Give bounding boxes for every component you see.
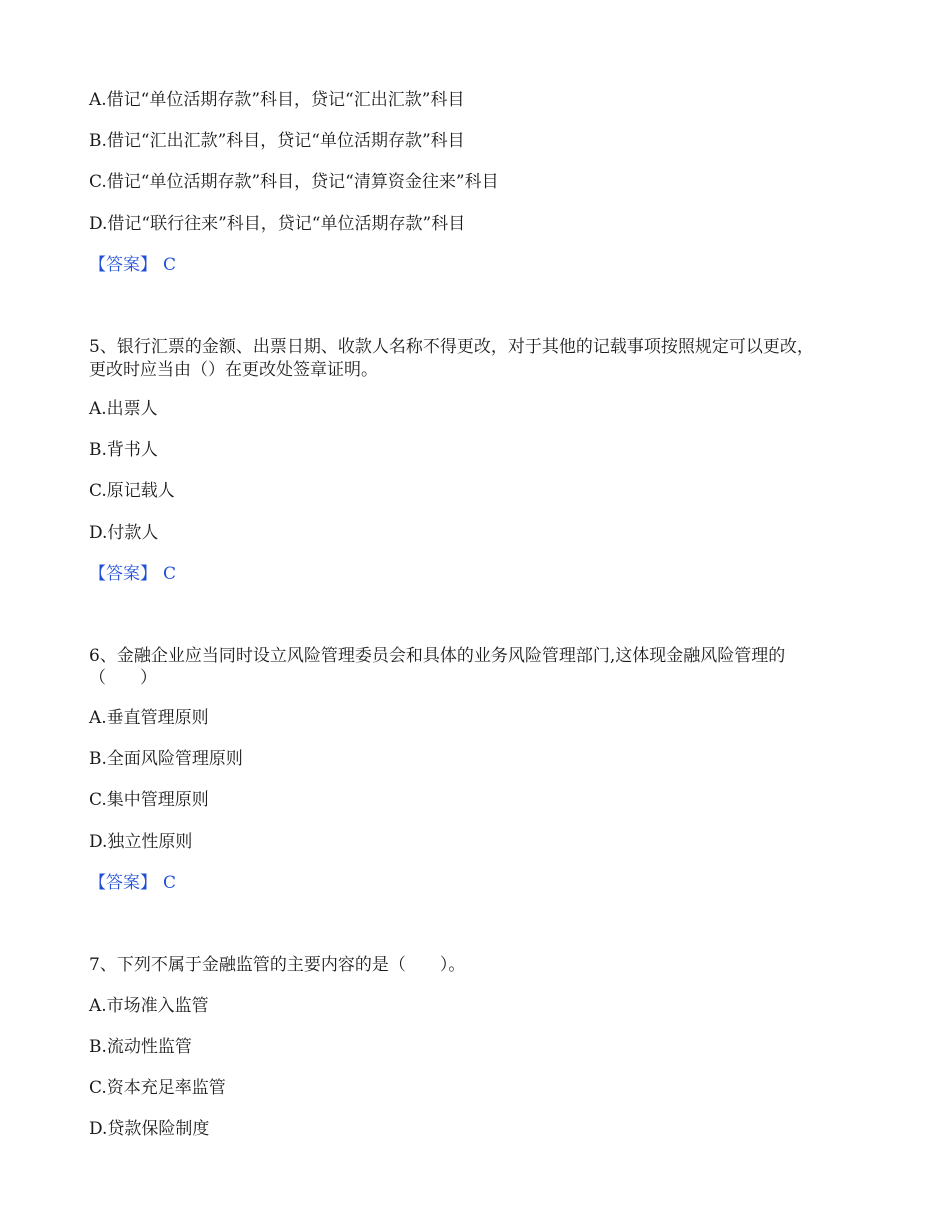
question-stem-line-2: 更改时应当由（）在更改处签章证明。 [89,360,378,380]
answer-value: C [163,564,177,584]
question-stem-line-1: 7、下列不属于金融监管的主要内容的是（ ）。 [89,955,466,975]
question-stem-line-1: 5、银行汇票的金额、出票日期、收款人名称不得更改，对于其他的记载事项按照规定可以更改， [89,337,814,357]
option-c: C.借记“单位活期存款”科目，贷记“清算资金往来”科目 [89,172,499,192]
option-b: B.背书人 [89,440,158,460]
option-a: A.借记“单位活期存款”科目，贷记“汇出汇款”科目 [89,90,465,110]
question-stem-line-1: 6、金融企业应当同时设立风险管理委员会和具体的业务风险管理部门,这体现金融风险管理的 [89,646,786,666]
option-a: A.市场准入监管 [89,996,209,1016]
option-c: C.资本充足率监管 [89,1078,226,1098]
answer-line [89,254,176,276]
answer-label: 【答案】 [89,873,157,893]
option-a: A.垂直管理原则 [89,708,209,728]
option-c: C.原记载人 [89,481,175,501]
option-c: C.集中管理原则 [89,790,209,810]
option-d: D.独立性原则 [89,832,193,852]
option-b: B.流动性监管 [89,1037,192,1057]
option-b: B.全面风险管理原则 [89,749,243,769]
option-a: A.出票人 [89,399,158,419]
answer-line [89,872,176,894]
answer-value: C [163,873,177,893]
question-stem-line-2: （ ） [89,668,157,688]
option-d: D.付款人 [89,523,159,543]
answer-label: 【答案】 [89,564,157,584]
answer-value: C [163,255,177,275]
option-b: B.借记“汇出汇款”科目，贷记“单位活期存款”科目 [89,131,465,151]
option-d: D.借记“联行往来”科目，贷记“单位活期存款”科目 [89,214,466,234]
answer-label: 【答案】 [89,255,157,275]
answer-line [89,563,176,585]
option-d: D.贷款保险制度 [89,1119,210,1139]
